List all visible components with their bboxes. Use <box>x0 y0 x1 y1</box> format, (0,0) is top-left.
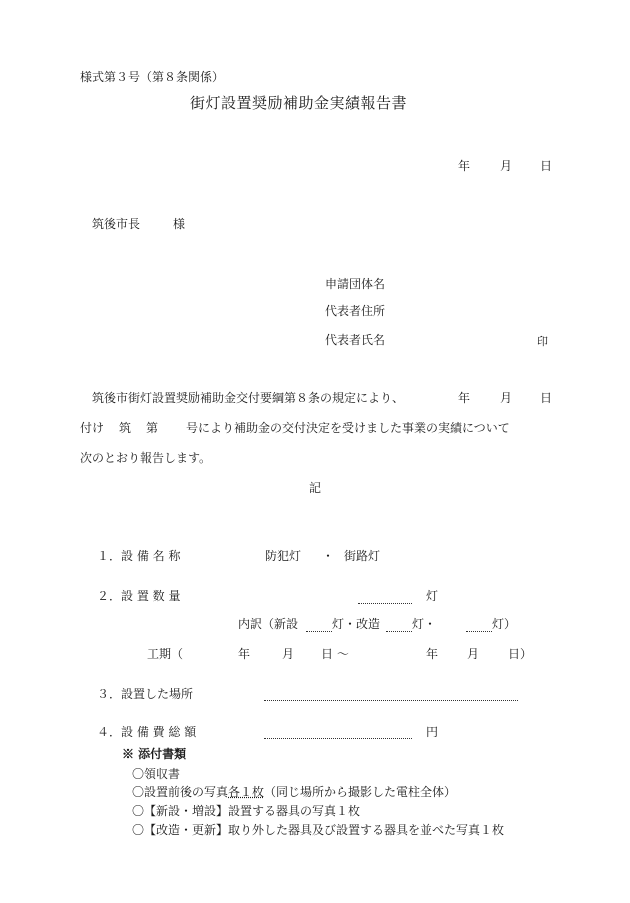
body-line-3: 次のとおり報告します。 <box>80 451 212 465</box>
applicant-org-label: 申請団体名 <box>325 277 386 291</box>
period-start-year: 年 <box>238 647 251 661</box>
item-2-other-count-field[interactable] <box>466 631 492 632</box>
body-line-1-year: 年 <box>458 391 471 405</box>
body-line-1-month: 月 <box>500 391 513 405</box>
attachment-receipt: 〇領収書 <box>132 767 181 781</box>
item-2-modify-count-field[interactable] <box>386 631 412 632</box>
body-line-2-tsuke: 付け <box>80 421 105 435</box>
item-1-value-separator: ・ <box>322 549 335 563</box>
form-number: 様式第３号（第８条関係） <box>80 70 225 84</box>
attachment-photos-post: （同じ場所から撮影した電柱全体） <box>264 785 457 799</box>
period-end-day: 日） <box>508 647 533 661</box>
seal-mark: 印 <box>537 335 548 348</box>
ki-mark: 記 <box>309 481 322 495</box>
item-2-breakdown-close: 灯） <box>492 617 517 631</box>
item-2-count-field[interactable] <box>358 603 412 604</box>
addressee-honorific: 様 <box>173 217 186 231</box>
period-end-month: 月 <box>467 647 480 661</box>
attachment-modify-update: 〇【改造・更新】取り外した器具及び設置する器具を並べた写真１枚 <box>132 823 505 837</box>
item-3-label: ３．設置した場所 <box>97 687 194 701</box>
period-label: 工期（ <box>147 647 184 661</box>
attachment-photos-pre: 〇設置前後の写真 <box>132 785 229 799</box>
body-line-2-rest: 号により補助金の交付決定を受けました事業の実績について <box>186 421 510 435</box>
period-start-day: 日 〜 <box>321 647 349 661</box>
date-day: 日 <box>540 159 553 173</box>
item-4-amount-field[interactable] <box>264 738 412 739</box>
attachment-photos-each: 各１枚 <box>228 785 265 799</box>
item-4-label: ４．設 備 費 総 額 <box>97 725 197 739</box>
item-2-breakdown-other: 灯・ <box>412 617 437 631</box>
document-title: 街灯設置奨励補助金実績報告書 <box>190 94 408 112</box>
applicant-name-label: 代表者氏名 <box>325 333 386 347</box>
item-2-new-count-field[interactable] <box>306 631 332 632</box>
item-1-label: １．設 備 名 称 <box>97 549 181 563</box>
attachment-new-install: 〇【新設・増設】設置する器具の写真１枚 <box>132 804 361 818</box>
item-4-unit: 円 <box>426 725 439 739</box>
body-line-1: 筑後市街灯設置奨励補助金交付要綱第８条の規定により、 <box>92 391 405 405</box>
applicant-address-label: 代表者住所 <box>325 304 386 318</box>
item-3-location-field[interactable] <box>264 700 518 701</box>
item-1-value-street-light: 街路灯 <box>344 549 381 563</box>
body-line-2-chiku: 筑 <box>119 421 132 435</box>
item-2-breakdown-new: 内訳（新設 <box>238 617 299 631</box>
attachment-photos <box>132 786 456 798</box>
item-2-breakdown-modify: 灯・改造 <box>332 617 381 631</box>
date-month: 月 <box>500 159 513 173</box>
period-end-year: 年 <box>426 647 439 661</box>
item-2-label: ２．設 置 数 量 <box>97 589 181 603</box>
body-line-2-dai: 第 <box>146 421 159 435</box>
addressee-name: 筑後市長 <box>92 217 141 231</box>
item-1-value-crime-light: 防犯灯 <box>265 549 302 563</box>
item-2-unit: 灯 <box>426 589 439 603</box>
body-line-1-day: 日 <box>540 391 553 405</box>
period-start-month: 月 <box>282 647 295 661</box>
attachments-heading: ※ 添付書類 <box>122 747 187 761</box>
date-year: 年 <box>458 159 471 173</box>
